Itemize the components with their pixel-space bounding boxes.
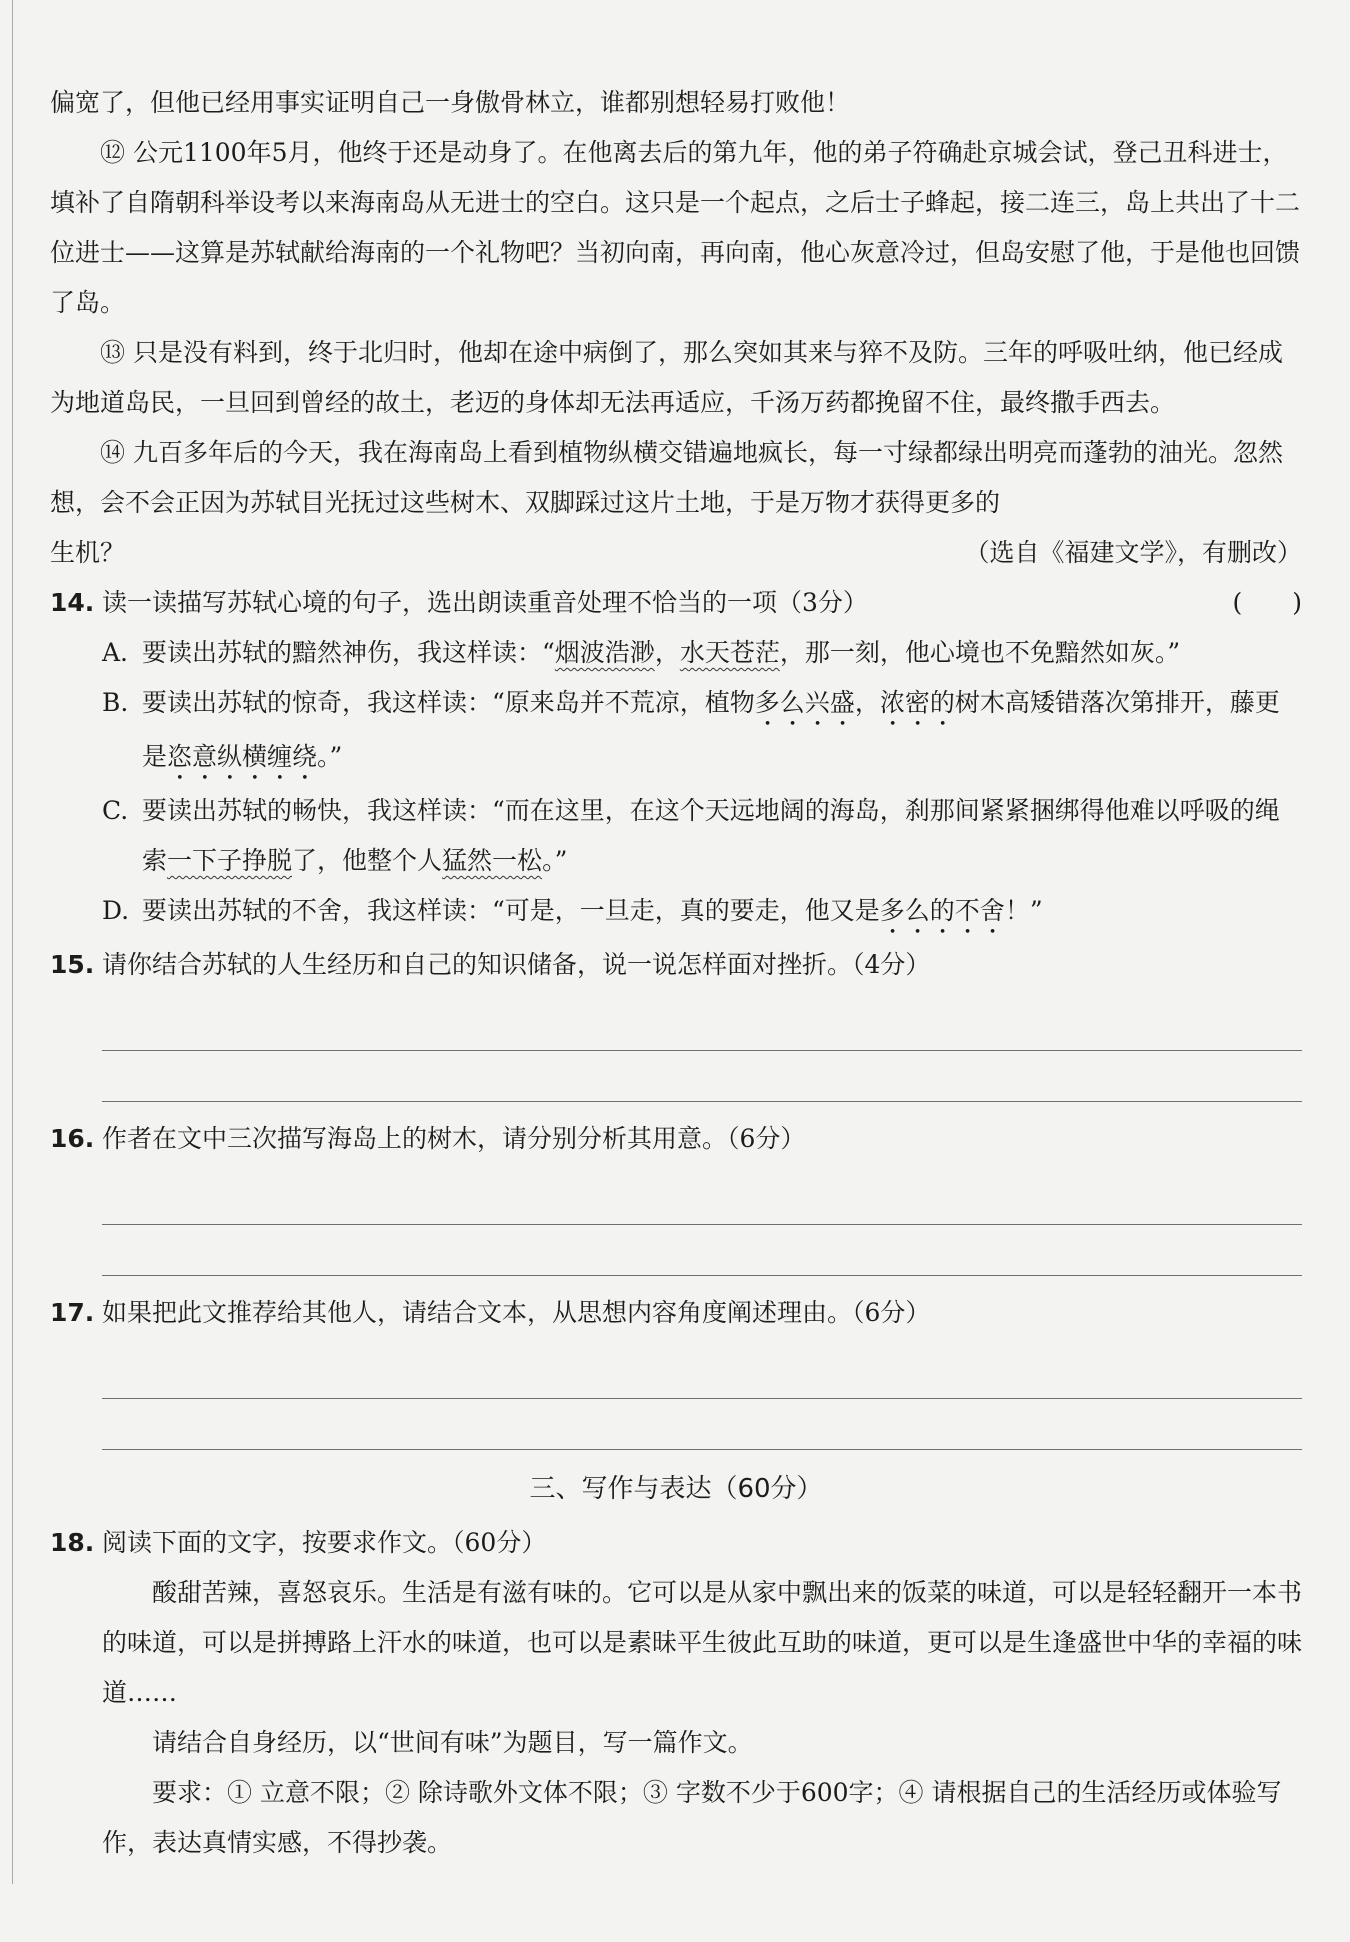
question-text: 作者在文中三次描写海岛上的树木，请分别分析其用意。（6分）	[102, 1124, 806, 1153]
option-a[interactable]	[102, 628, 1302, 678]
option-letter: A.	[102, 638, 129, 667]
stress-mark: 恣意纵横缠绕	[167, 742, 318, 771]
question-number: 17.	[50, 1298, 95, 1327]
question-14	[50, 578, 1302, 940]
prompt-paragraph: 酸甜苦辣，喜怒哀乐。生活是有滋有味的。它可以是从家中飘出来的饭菜的味道，可以是轻轻翻开一本书的味道，可以是拼搏路上汗水的味道，也可以是素昧平生彼此互助的味道，更可以是生逢盛世中华的幸福的味道……	[102, 1578, 1303, 1707]
reading-passage	[50, 78, 1302, 578]
question-15	[50, 940, 1302, 1102]
option-letter: C.	[102, 796, 129, 825]
question-18	[50, 1518, 1302, 1868]
answer-line[interactable]	[102, 1164, 1302, 1225]
option-text: 要读出苏轼的畅快，我这样读：“而在这里，在这个天远地阔的海岛，刹那间紧紧捆绑得他难以呼吸的绳索一下子挣脱了，他整个人猛然一松。”	[142, 796, 1280, 875]
stress-mark: 猛然一松	[442, 846, 543, 875]
passage-source: （选自《福建文学》，有删改）	[964, 538, 1302, 567]
prompt-requirements: 要求：① 立意不限；② 除诗歌外文体不限；③ 字数不少于600字；④ 请根据自己的生活经历或体验写作，表达真情实感，不得抄袭。	[102, 1778, 1282, 1857]
stress-mark: 浓密的	[879, 688, 955, 717]
question-17	[50, 1288, 1302, 1450]
answer-line[interactable]	[102, 1338, 1302, 1399]
answer-line[interactable]	[102, 1399, 1302, 1450]
stress-mark: 烟波浩渺	[554, 638, 655, 667]
answer-line[interactable]	[102, 990, 1302, 1051]
option-b[interactable]	[102, 678, 1302, 786]
option-text: 要读出苏轼的不舍，我这样读：“可是，一旦走，真的要走，他又是多么的不舍！”	[142, 896, 1043, 925]
question-text: 如果把此文推荐给其他人，请结合文本，从思想内容角度阐述理由。（6分）	[102, 1298, 931, 1327]
option-letter: B.	[102, 688, 129, 717]
option-letter: D.	[102, 896, 130, 925]
passage-continuation: 偏宽了，但他已经用事实证明自己一身傲骨林立，谁都别想轻易打败他！	[50, 88, 851, 117]
answer-line[interactable]	[102, 1225, 1302, 1276]
passage-paragraph-14: ⑭ 九百多年后的今天，我在海南岛上看到植物纵横交错遍地疯长，每一寸绿都绿出明亮而蓬勃的油光。忽然想，会不会正因为苏轼目光抚过这些树木、双脚踩过这片土地，于是万物才获得更多的	[50, 438, 1283, 517]
question-number: 15.	[50, 950, 95, 979]
option-d[interactable]	[102, 886, 1302, 940]
question-number: 16.	[50, 1124, 95, 1153]
question-number: 18.	[50, 1528, 95, 1557]
margin-rule	[12, 0, 13, 1884]
section-heading: 三、写作与表达（60分）	[529, 1474, 823, 1504]
stress-mark: 多么的不舍	[879, 896, 1005, 925]
passage-paragraph-14-end: 生机？	[50, 538, 126, 567]
question-text: 阅读下面的文字，按要求作文。（60分）	[102, 1528, 547, 1557]
prompt-instruction: 请结合自身经历，以“世间有味”为题目，写一篇作文。	[152, 1728, 753, 1757]
stress-mark: 多么兴盛	[754, 688, 855, 717]
option-c[interactable]	[102, 786, 1302, 886]
stress-mark: 水天苍茫	[679, 638, 780, 667]
passage-paragraph-13: ⑬ 只是没有料到，终于北归时，他却在途中病倒了，那么突如其来与猝不及防。三年的呼吸吐纳，他已经成为地道岛民，一旦回到曾经的故土，老迈的身体却无法再适应，千汤万药都挽留不住，最终撒手西去。	[50, 338, 1283, 417]
question-text: 读一读描写苏轼心境的句子，选出朗读重音处理不恰当的一项（3分）	[102, 588, 868, 617]
question-text: 请你结合苏轼的人生经历和自己的知识储备，说一说怎样面对挫折。（4分）	[102, 950, 931, 979]
answer-parentheses[interactable]: ( )	[1232, 588, 1302, 617]
answer-line[interactable]	[102, 1051, 1302, 1102]
passage-end-row	[50, 528, 1302, 578]
question-16	[50, 1114, 1302, 1276]
stress-mark: 一下子挣脱	[167, 846, 293, 875]
option-text: 要读出苏轼的黯然神伤，我这样读：“烟波浩渺，水天苍茫，那一刻，他心境也不免黯然如灰。”	[142, 638, 1181, 667]
question-number: 14.	[50, 588, 95, 617]
option-text: 要读出苏轼的惊奇，我这样读：“原来岛并不荒凉，植物多么兴盛，浓密的树木高矮错落次第排开，藤更是恣意纵横缠绕。”	[142, 688, 1280, 771]
passage-paragraph-12: ⑫ 公元1100年5月，他终于还是动身了。在他离去后的第九年，他的弟子符确赴京城会试，登己丑科进士，填补了自隋朝科举设考以来海南岛从无进士的空白。这只是一个起点，之后士子蜂起，接二连三，岛上共出了十二位进士——这算是苏轼献给海南的一个礼物吧？当初向南，再向南，他心灰意冷过，但岛安慰了他，于是他也回馈了岛。	[50, 138, 1301, 317]
